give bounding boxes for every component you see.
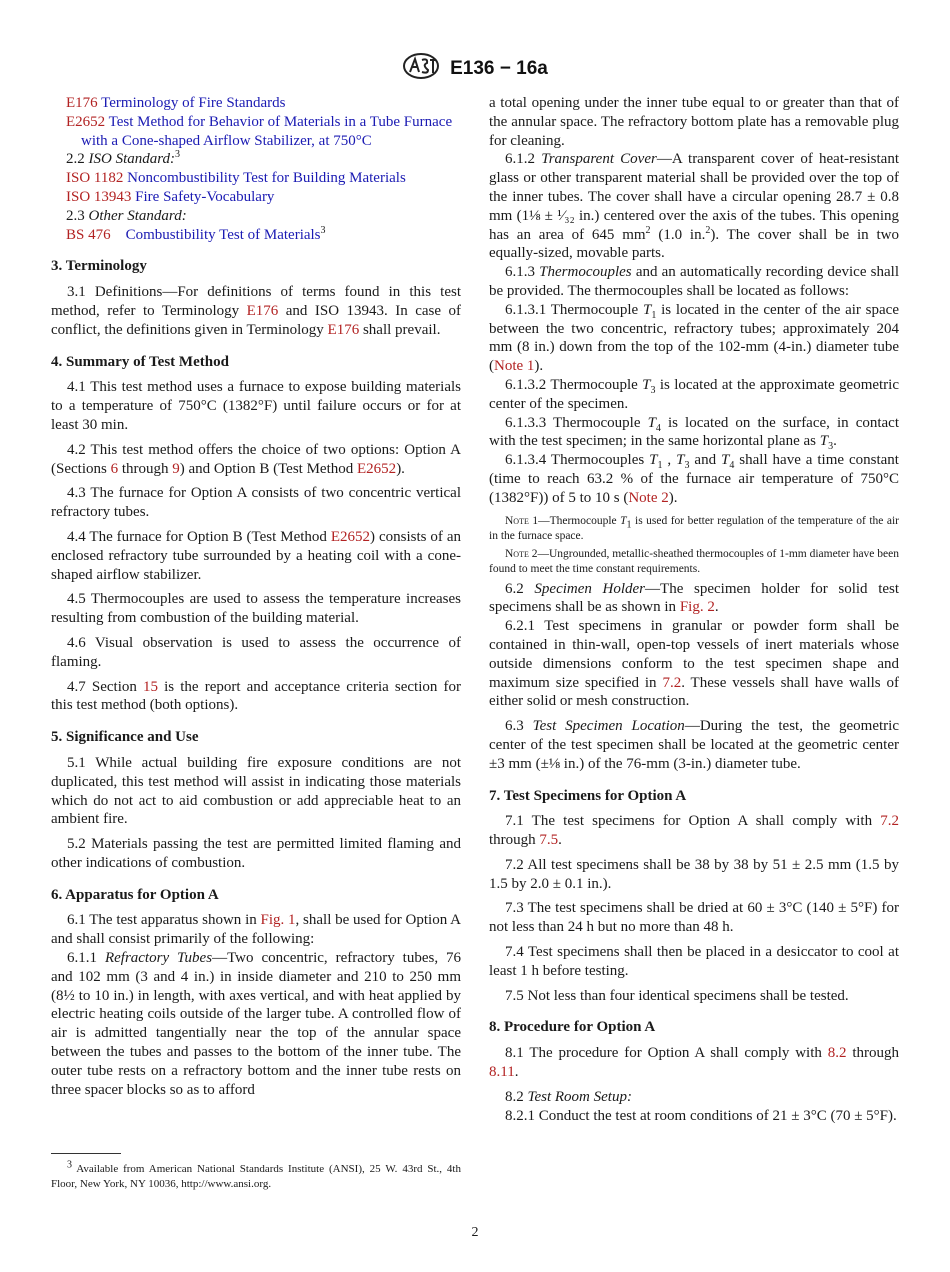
ref-link[interactable]: E2652 — [330, 528, 371, 545]
ref-link[interactable]: 7.2 — [662, 674, 682, 691]
ref-title[interactable]: Fire Safety-Vocabulary — [135, 188, 275, 205]
paragraph-8-2-1: 8.2.1 Conduct the test at room conditions of 21 ± 3°C (70 ± 5°F). — [505, 1107, 897, 1124]
paragraph-6-1-3-3: 6.1.3.3 Thermocouple $T_4$ is located on the surface, in contact with the test specimen; in the same horizontal plane as $T_3$. — [489, 414, 899, 453]
ref-code[interactable]: E176 — [66, 95, 98, 111]
astm-logo-icon — [402, 52, 440, 85]
ref-link[interactable]: E176 — [246, 302, 279, 319]
note-2: Note 2—Ungrounded, metallic-sheathed thermocouples of 1-mm diameter have been found to meet the time constant requirements. — [489, 547, 899, 575]
page-number: 2 — [471, 1225, 479, 1240]
ref-code[interactable]: BS 476 — [66, 226, 111, 243]
footnote: $^3$ Available from American National Standards Institute (ANSI), 25 W. 43rd St., 4th Floor, New York, NY 10036, http://www.ansi.org. — [51, 1159, 461, 1190]
ref-link[interactable]: 7.5 — [539, 832, 559, 849]
paragraph-7-3: 7.3 The test specimens shall be dried at 60 ± 3°C (140 ± 5°F) for not less than 24 h but no more than 48 h. — [489, 900, 899, 936]
section-7-heading: 7. Test Specimens for Option A — [489, 787, 687, 804]
reference-e2652 — [51, 113, 461, 151]
other-standard-heading: 2.3 Other Standard: — [66, 207, 187, 224]
section-5-heading: 5. Significance and Use — [51, 729, 199, 746]
ref-code[interactable]: E2652 — [66, 113, 106, 130]
ref-code[interactable]: ISO 1182 — [66, 170, 124, 187]
ref-link[interactable]: 8.11 — [489, 1064, 515, 1081]
paragraph-6-3: 6.3 Test Specimen Location—During the test, the geometric center of the test specimen shall be located at the geometric center ±3 mm (±⅛ in.) of the 76-mm (3-in.) diameter tube. — [489, 718, 899, 772]
ref-title[interactable]: Combustibility Test of Materials — [125, 226, 321, 243]
right-column — [489, 94, 899, 1131]
ref-link[interactable]: Fig. 2 — [679, 599, 715, 616]
section-3-heading: 3. Terminology — [51, 258, 147, 275]
paragraph-6-1-2: 6.1.2 Transparent Cover—A transparent cover of heat-resistant glass or other transparent material shall be provided over the top of the inner tubes. The cover shall have a circular opening 28.7 ± 0.8 mm (1⅛ ± ¹⁄₃₂ in.) centered over the axis of the tubes. This opening has an area of 645 $mm^2$ (1.0 in.$^2$). The cover shall be in two equally-sized, movable parts. — [489, 151, 900, 262]
paragraph-4-1: 4.1 This test method uses a furnace to expose building materials to a temperature of 750°C (1382°F) until failure occurs or for at least 30 min. — [51, 379, 461, 433]
paragraph-4-6: 4.6 Visual observation is used to assess the occurrence of flaming. — [51, 634, 461, 670]
reference-iso-1182 — [51, 169, 461, 188]
paragraph-5-2: 5.2 Materials passing the test are permitted limited flaming and other indications of combustion. — [51, 836, 461, 871]
paragraph-4-4: 4.4 The furnace for Option B (Test Method E2652) consists of an enclosed refractory tube surrounded by a heating coil with a cone-shaped airflow stabilizer. — [51, 528, 461, 583]
paragraph-8-1: 8.1 The procedure for Option A shall comply with 8.2 through 8.11. — [489, 1045, 899, 1081]
ref-link[interactable]: Note 1 — [494, 358, 535, 375]
ref-title[interactable]: Noncombustibility Test for Building Materials — [127, 170, 406, 187]
paragraph-6-1-3: 6.1.3 Thermocouples and an automatically recording device shall be provided. The thermocouples shall be located as follows: — [489, 264, 899, 299]
ref-link[interactable]: 7.2 — [880, 813, 899, 830]
iso-standard-heading: 2.2 ISO Standard:$^3$ — [66, 149, 181, 168]
paragraph-6-1: 6.1 The test apparatus shown in Fig. 1, shall be used for Option A and shall consist primarily of the following: — [51, 912, 461, 948]
paragraph-4-2: 4.2 This test method offers the choice of two options: Option A (Sections 6 through 9) and Option B (Test Method E2652). — [51, 441, 461, 477]
paragraph-6-1-3-2: 6.1.3.2 Thermocouple $T_3$ is located at the approximate geometric center of the specimen. — [489, 376, 900, 412]
section-6-heading: 6. Apparatus for Option A — [51, 886, 219, 903]
paragraph-4-7: 4.7 Section 15 is the report and acceptance criteria section for this test method (both options). — [51, 678, 461, 714]
paragraph-6-1-1: 6.1.1 Refractory Tubes—Two concentric, refractory tubes, 76 and 102 mm (3 and 4 in.) in inside diameter and 210 to 250 mm (8½ to 10 in.) in length, with axes vertical, and with heat applied by electric heating coils outside of the larger tube. A controlled flow of air is admitted tangentially near the top of the annular space between the tubes and passes to the bottom of the inner tube. The outer tube rests on a refractory bottom and the inner tube rests on three spacer blocks so as to afford — [51, 950, 462, 1098]
ref-code[interactable]: ISO 13943 — [66, 188, 132, 205]
paragraph-7-5: 7.5 Not less than four identical specimens shall be tested. — [505, 987, 849, 1004]
section-8-heading: 8. Procedure for Option A — [489, 1019, 656, 1036]
paragraph-6-1-1-continued: a total opening under the inner tube equal to or greater than that of the annular space. The refractory bottom plate has a removable plug for cleaning. — [489, 95, 899, 149]
ref-link[interactable]: E2652 — [357, 460, 397, 477]
paragraph-7-2: 7.2 All test specimens shall be 38 by 38 by 51 ± 2.5 mm (1.5 by 1.5 by 2.0 ± 0.1 in.). — [489, 856, 899, 892]
note-1: Note 1—Thermocouple $T_1$ is used for better regulation of the temperature of the air in the furnace space. — [489, 514, 899, 542]
paragraph-6-2-1: 6.2.1 Test specimens in granular or powder form shall be contained in thin-wall, open-top vessels of inert materials whose outside dimensions conform to the test specimen shape and maximum size specified in 7.2. These vessels shall have walls of either solid or mesh construction. — [489, 618, 899, 710]
ref-link[interactable]: Fig. 1 — [260, 912, 296, 929]
paragraph-4-5: 4.5 Thermocouples are used to assess the temperature increases resulting from combustion of the building material. — [51, 591, 461, 627]
reference-bs-476: BS 476 Combustibility Test of Materials$^3$ — [66, 224, 326, 243]
ref-link[interactable]: 9 — [172, 460, 180, 477]
ref-link[interactable]: E176 — [327, 321, 360, 338]
reference-e176 — [51, 94, 461, 113]
paragraph-7-1: 7.1 The test specimens for Option A shall comply with 7.2 through 7.5. — [489, 813, 899, 849]
paragraph-6-1-3-4: 6.1.3.4 Thermocouples $T_1$ , $T_3$ and $T_4$ shall have a time constant (time to reach 63.2 % of the furnace air temperature of 750°C (1382°F)) of 5 to 10 s (Note 2). — [489, 452, 899, 506]
paragraph-8-2: 8.2 Test Room Setup: — [505, 1088, 632, 1105]
footnote-divider — [51, 1153, 121, 1154]
ref-title[interactable]: Test Method for Behavior of Materials in a Tube Furnace with a Cone-shaped Airflow Stabilizer, at 750°C — [81, 113, 453, 149]
paragraph-4-3: 4.3 The furnace for Option A consists of two concentric vertical refractory tubes. — [51, 485, 461, 521]
paragraph-6-1-3-1: 6.1.3.1 Thermocouple $T_1$ is located in the center of the air space between the two concentric, refractory tubes; approximately 204 mm (8 in.) down from the top of the 102-mm (4-in.) diameter tube (Note 1). — [489, 301, 899, 375]
paragraph-7-4: 7.4 Test specimens shall then be placed in a desiccator to cool at least 1 h before testing. — [489, 944, 899, 979]
ref-link[interactable]: 15 — [143, 678, 158, 695]
page-header — [0, 52, 950, 85]
paragraph-6-2: 6.2 Specimen Holder—The specimen holder for solid test specimens shall be as shown in Fig. 2. — [489, 580, 900, 616]
left-column — [51, 94, 461, 1105]
document-id: E136 − 16a — [450, 57, 548, 79]
reference-iso-13943 — [51, 188, 461, 207]
ref-link[interactable]: 6 — [110, 460, 119, 477]
section-4-heading: 4. Summary of Test Method — [51, 353, 229, 370]
paragraph-3-1: 3.1 Definitions—For definitions of terms found in this test method, refer to Terminology E176 and ISO 13943. In case of conflict, the definitions given in Terminology E176 shall prevail. — [51, 284, 461, 338]
ref-title[interactable]: Terminology of Fire Standards — [101, 95, 286, 111]
ref-link[interactable]: 8.2 — [827, 1045, 847, 1062]
ref-link[interactable]: Note 2 — [628, 489, 669, 506]
paragraph-5-1: 5.1 While actual building fire exposure conditions are not duplicated, this test method will assist in indicating those materials which do not act to aid combustion or add appreciable heat to an ambient fire. — [51, 754, 461, 828]
